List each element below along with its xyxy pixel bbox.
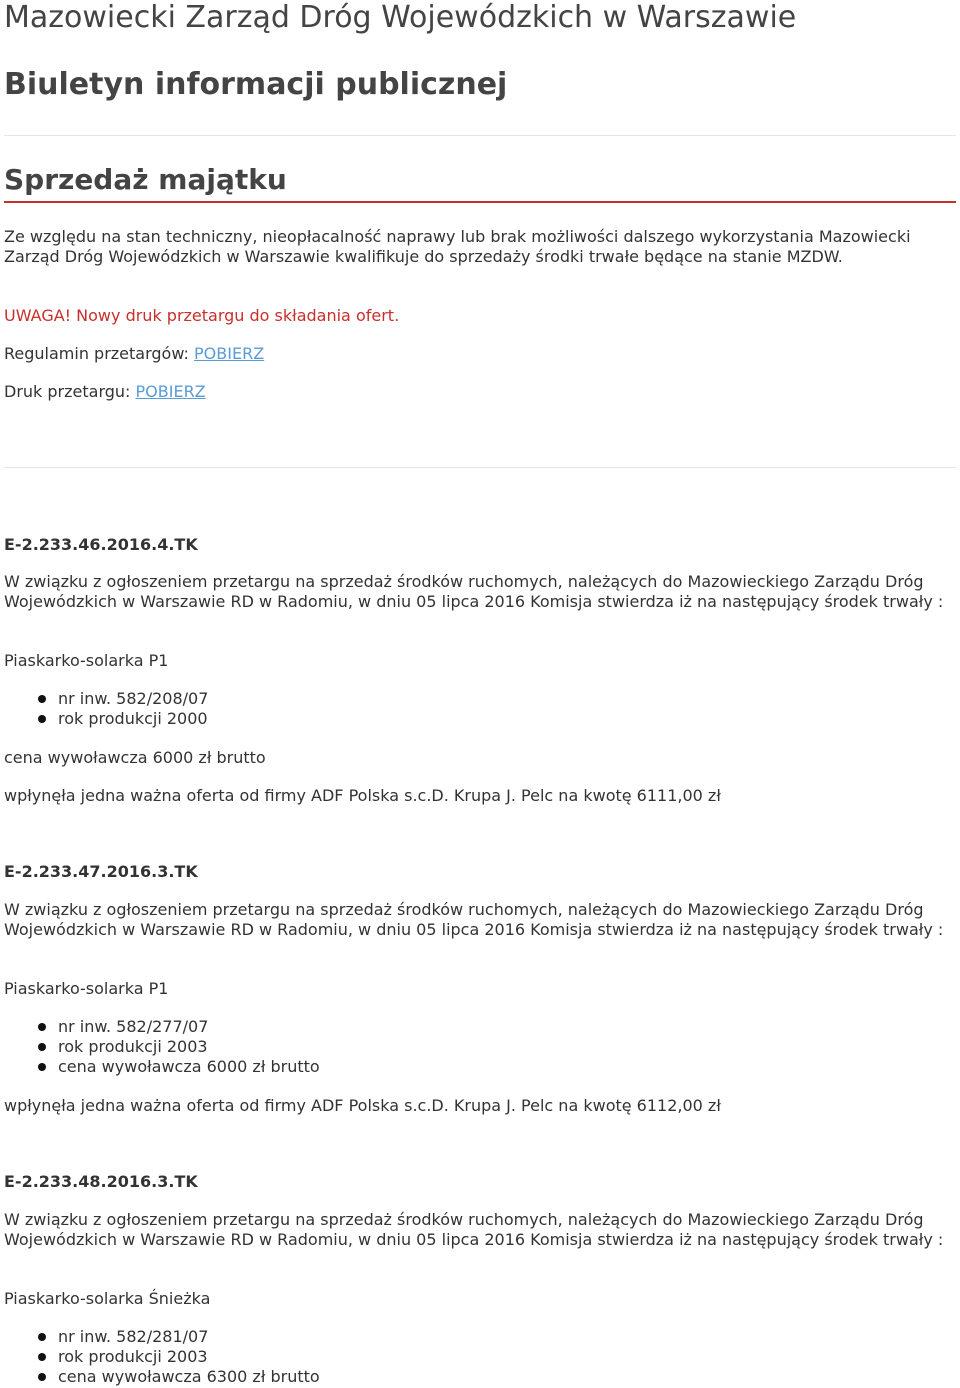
case-3-text: W związku z ogłoszeniem przetargu na sprzedaż środków ruchomych, należących do Mazowieckiego Zarządu Dróg Wojewódzkich w Warszawie RD w Radomiu, w dniu 05 lipca 2016 Komisja stwierdza iż na następujący środek trwały : [4,1210,944,1249]
case-1-id-row [4,535,956,555]
case-3-id-row [4,1172,956,1192]
case-2-bullets [4,1017,956,1077]
regulamin-row [4,344,956,364]
section-title: Sprzedaż majątku [4,163,956,203]
case-2-text: W związku z ogłoszeniem przetargu na sprzedaż środków ruchomych, należących do Mazowieckiego Zarządu Dróg Wojewódzkich w Warszawie RD w Radomiu, w dniu 05 lipca 2016 Komisja stwierdza iż na następujący środek trwały : [4,900,944,939]
case-3-id: E-2.233.48.2016.3.TK [4,1172,198,1191]
regulamin-download-link[interactable]: POBIERZ [194,344,265,363]
warning-text: UWAGA! Nowy druk przetargu do składania ofert. [4,306,400,325]
regulamin-label: Regulamin przetargów: [4,344,195,363]
case-3-item: Piaskarko-solarka Śnieżka [4,1289,211,1308]
case-2-result-row [4,1096,956,1116]
list-item: cena wywoławcza 6000 zł brutto [58,1057,956,1077]
case-2-item-row [4,979,956,999]
list-item: rok produkcji 2000 [58,709,956,729]
intro-text: Ze względu na stan techniczny, nieopłacalność naprawy lub brak możliwości dalszego wykorzystania Mazowiecki Zarząd Dróg Wojewódzkich w Warszawie kwalifikuje do sprzedaży środki trwałe będące na stanie MZDW. [4,227,911,266]
case-1-item-row [4,651,956,671]
intro-block [4,227,956,267]
content-divider [4,467,956,468]
case-1-price-row [4,748,956,768]
warning-block [4,306,956,326]
header-divider [4,135,956,136]
case-2-id-row [4,862,956,882]
site-title: Mazowiecki Zarząd Dróg Wojewódzkich w Warszawie [4,0,797,35]
case-1-result-row [4,786,956,806]
bip-title: Biuletyn informacji publicznej [4,67,508,102]
druk-label: Druk przetargu: [4,382,136,401]
case-1-text: W związku z ogłoszeniem przetargu na sprzedaż środków ruchomych, należących do Mazowieckiego Zarządu Dróg Wojewódzkich w Warszawie RD w Radomiu, w dniu 05 lipca 2016 Komisja stwierdza iż na następujący środek trwały : [4,572,944,611]
list-item: nr inw. 582/281/07 [58,1327,956,1347]
case-1-bullets [4,689,956,729]
case-1-item: Piaskarko-solarka P1 [4,651,169,670]
list-item: nr inw. 582/208/07 [58,689,956,709]
case-2-id: E-2.233.47.2016.3.TK [4,862,198,881]
case-3-text-row [4,1210,956,1250]
case-1-price: cena wywoławcza 6000 zł brutto [4,748,266,767]
case-1-result: wpłynęła jedna ważna oferta od firmy ADF Polska s.c.D. Krupa J. Pelc na kwotę 6111,00 zł [4,786,721,805]
druk-row [4,382,956,402]
case-3-item-row [4,1289,956,1309]
list-item: cena wywoławcza 6300 zł brutto [58,1367,956,1387]
case-2-item: Piaskarko-solarka P1 [4,979,169,998]
case-1-id: E-2.233.46.2016.4.TK [4,535,198,554]
list-item: nr inw. 582/277/07 [58,1017,956,1037]
case-3-bullets [4,1327,956,1387]
list-item: rok produkcji 2003 [58,1347,956,1367]
druk-download-link[interactable]: POBIERZ [135,382,206,401]
case-2-text-row [4,900,956,940]
case-2-result: wpłynęła jedna ważna oferta od firmy ADF Polska s.c.D. Krupa J. Pelc na kwotę 6112,00 zł [4,1096,721,1115]
list-item: rok produkcji 2003 [58,1037,956,1057]
case-1-text-row [4,572,956,612]
